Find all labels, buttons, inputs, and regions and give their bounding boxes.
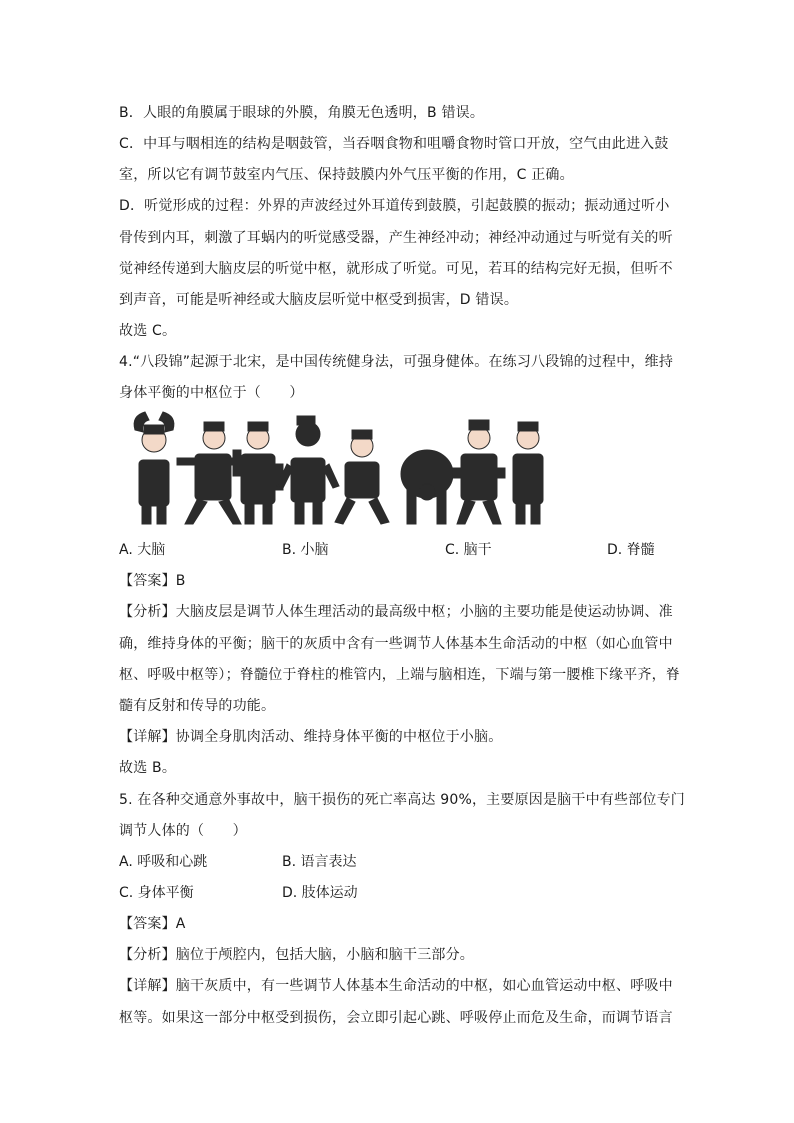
q5-option-c: C. 身体平衡 — [119, 885, 194, 901]
baduanjin-figures-illustration — [127, 410, 547, 532]
figure-5 — [335, 430, 389, 524]
q5-detail-line1: 【详解】脑干灰质中，有一些调节人体基本生命活动的中枢，如心血管运动中枢、呼吸中 — [119, 978, 673, 994]
q4-analysis-line3: 枢、呼吸中枢等）；脊髓位于脊柱的椎管内，上端与脑相连，下端与第一腰椎下缘平齐，脊 — [119, 667, 680, 683]
figure-1 — [134, 412, 174, 524]
q5-option-b: B. 语言表达 — [282, 854, 357, 870]
figure-4 — [277, 416, 339, 524]
prev-option-c-line2: 室，所以它有调节鼓室内气压、保持鼓膜内外气压平衡的作用，C 正确。 — [119, 167, 574, 183]
q4-answer: 【答案】B — [119, 573, 186, 589]
q4-option-b: B. 小脑 — [282, 542, 329, 558]
q4-stem-line1: 4.“八段锦”起源于北宋，是中国传统健身法，可强身健体。在练习八段锦的过程中，维持 — [119, 354, 674, 370]
prev-conclusion: 故选 C。 — [119, 323, 177, 339]
figure-7 — [453, 420, 505, 524]
q5-detail-line2: 枢等。如果这一部分中枢受到损伤，会立即引起心跳、呼吸停止而危及生命，而调节语言 — [119, 1010, 673, 1026]
prev-option-d-line2: 骨传到内耳，刺激了耳蜗内的听觉感受器，产生神经冲动；神经冲动通过与听觉有关的听 — [119, 230, 673, 246]
q5-stem-line2: 调节人体的（ ） — [119, 823, 247, 839]
prev-option-d-line1: D．听觉形成的过程：外界的声波经过外耳道传到鼓膜，引起鼓膜的振动；振动通过听小 — [119, 198, 670, 214]
figure-6 — [401, 450, 453, 524]
prev-option-d-line3: 觉神经传递到大脑皮层的听觉中枢，就形成了听觉。可见，若耳的结构完好无损，但听不 — [119, 261, 673, 277]
figure-3 — [233, 422, 283, 524]
q5-option-a: A. 呼吸和心跳 — [119, 854, 208, 870]
q4-detail: 【详解】协调全身肌肉活动、维持身体平衡的中枢位于小脑。 — [119, 729, 503, 745]
q4-analysis-line4: 髓有反射和传导的功能。 — [119, 698, 276, 714]
q4-analysis-line1: 【分析】大脑皮层是调节人体生理活动的最高级中枢；小脑的主要功能是使运动协调、准 — [119, 604, 673, 620]
q4-option-c: C. 脑干 — [445, 542, 492, 558]
q5-option-d: D. 肢体运动 — [282, 885, 358, 901]
q5-stem-line1: 5. 在各种交通意外事故中，脑干损伤的死亡率高达 90%，主要原因是脑干中有些部位专门 — [119, 792, 685, 808]
q4-option-d: D. 脊髓 — [607, 542, 655, 558]
q5-answer: 【答案】A — [119, 916, 186, 932]
q4-option-a: A. 大脑 — [119, 542, 166, 558]
q4-conclusion: 故选 B。 — [119, 760, 177, 776]
figure-8 — [513, 422, 543, 524]
q4-analysis-line2: 确，维持身体的平衡；脑干的灰质中含有一些调节人体基本生命活动的中枢（如心血管中 — [119, 636, 673, 652]
prev-option-b: B．人眼的角膜属于眼球的外膜，角膜无色透明，B 错误。 — [119, 105, 485, 121]
q4-stem-line2: 身体平衡的中枢位于（ ） — [119, 385, 304, 401]
prev-option-c-line1: C．中耳与咽相连的结构是咽鼓管，当吞咽食物和咀嚼食物时管口开放，空气由此进入鼓 — [119, 136, 669, 152]
q5-analysis: 【分析】脑位于颅腔内，包括大脑，小脑和脑干三部分。 — [119, 947, 474, 963]
prev-option-d-line4: 到声音，可能是听神经或大脑皮层听觉中枢受到损害，D 错误。 — [119, 292, 519, 308]
